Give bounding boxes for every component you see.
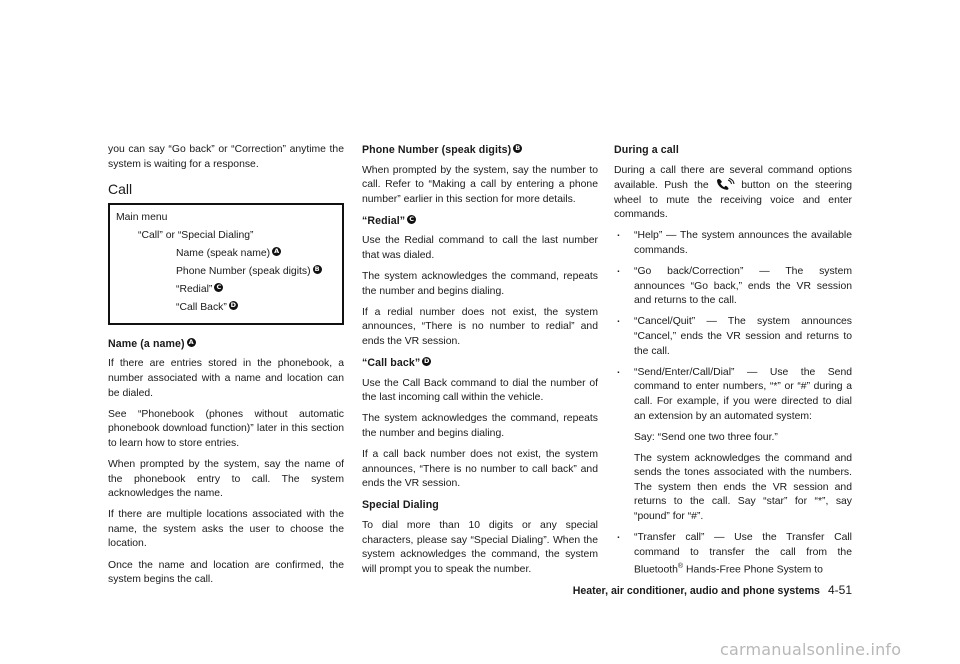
phone-talk-icon [715, 178, 735, 190]
callout-b-icon: B [515, 144, 521, 152]
callout-a-icon: A [188, 337, 194, 346]
column-left [108, 143, 344, 594]
heading-during-call: During a call [614, 144, 679, 156]
callout-a-icon: A [274, 246, 280, 255]
list-item: . “Transfer call” — Use the Transfer Call command to transfer the call from the Bluetooth® Hands-Free Phone System to [614, 531, 852, 578]
heading-phone-number: Phone Number (speak digits) B [362, 144, 521, 156]
section-title-call: Call [108, 181, 133, 198]
watermark: carmanualsonline.info [720, 640, 902, 659]
paragraph: Use the Redial command to call the last number that was dialed. [362, 235, 598, 262]
callout-c-icon: C [407, 215, 416, 224]
list-item: . “Cancel/Quit” — The system announces “Cancel,” ends the VR session and returns to the call. [614, 315, 852, 359]
column-right [614, 143, 852, 585]
menu-item-call-back: “Call Back” D [176, 300, 237, 313]
paragraph: If there are multiple locations associated with the name, the system asks the user to choose the location. [108, 509, 344, 550]
callout-b-icon: B [313, 265, 322, 274]
page-number: 4-51 [827, 583, 852, 597]
page-footer [480, 583, 852, 597]
paragraph: To dial more than 10 digits or any special characters, please say “Special Dialing”. When the system acknowledges the command, the system will prompt you to speak the number. [362, 519, 598, 575]
menu-call-option: “Call” or “Special Dialing” [138, 229, 254, 241]
heading-name: Name (a name) A [108, 337, 194, 350]
callout-c-icon: C [214, 283, 223, 292]
heading-call-back: “Call back” D [362, 357, 430, 370]
command-list-2 [614, 531, 852, 578]
callout-d-icon: D [423, 357, 430, 366]
list-item: . “Go back/Correction” — The system announces “Go back,” ends the VR session and returns to the call. [614, 265, 852, 309]
heading-redial: “Redial” C [362, 214, 598, 229]
paragraph: The system acknowledges the command, repeats the number and begins dialing. [362, 271, 598, 297]
intro-text: you can say “Go back” or “Correction” anytime the system is waiting for a response. [108, 144, 344, 170]
call-menu-diagram [108, 203, 344, 325]
paragraph: Once the name and location are confirmed, the system begins the call. [108, 559, 344, 586]
menu-item-phone-number: Phone Number (speak digits) B [116, 263, 336, 281]
paragraph: If there are entries stored in the phonebook, a number associated with a name and location can be dialed. [108, 358, 344, 399]
paragraph: If a redial number does not exist, the system announces, “There is no number to redial” and ends the VR session. [362, 306, 598, 348]
column-middle [362, 143, 598, 584]
menu-main: Main menu [116, 211, 168, 223]
command-list [614, 229, 852, 424]
menu-item-name: Name (speak name) A [176, 246, 280, 259]
callout-d-icon: D [230, 300, 237, 309]
menu-item-redial: “Redial” C [116, 281, 336, 299]
list-item: . “Help” — The system announces the available commands. [614, 229, 852, 258]
paragraph: When prompted by the system, say the number to call. Refer to “Making a call by entering a phone number” earlier in this section for more details. [362, 164, 598, 205]
paragraph: If a call back number does not exist, the system announces, “There is no number to call back” and ends the VR session. [362, 449, 598, 490]
paragraph: Use the Call Back command to dial the number of the last incoming call within the vehicle. [362, 377, 598, 404]
footer-title: Heater, air conditioner, audio and phone systems [572, 585, 820, 597]
paragraph: See “Phonebook (phones without automatic phonebook download function)” later in this section to learn how to store entries. [108, 408, 344, 449]
list-item: . “Send/Enter/Call/Dial” — Use the Send command to enter numbers, “*” or “#” during a call. For example, if you were directed to dial an extension by an automated system: [614, 366, 852, 424]
paragraph: The system acknowledges the command and sends the tones associated with the numbers. The system then ends the VR session and returns to the call. Say “star” for “*”, say “pound” for “#”. [634, 452, 852, 523]
paragraph: When prompted by the system, say the name of the phonebook entry to call. The system acknowledges the name. [108, 458, 344, 500]
paragraph: The system acknowledges the command, repeats the number and begins dialing. [362, 413, 598, 439]
say-example: Say: “Send one two three four.” [634, 431, 778, 443]
heading-special-dialing: Special Dialing [362, 499, 439, 512]
paragraph-during-call: During a call there are several command options available. Push the button on the steering wheel to mute the receiving voice and enter commands. [614, 164, 852, 221]
